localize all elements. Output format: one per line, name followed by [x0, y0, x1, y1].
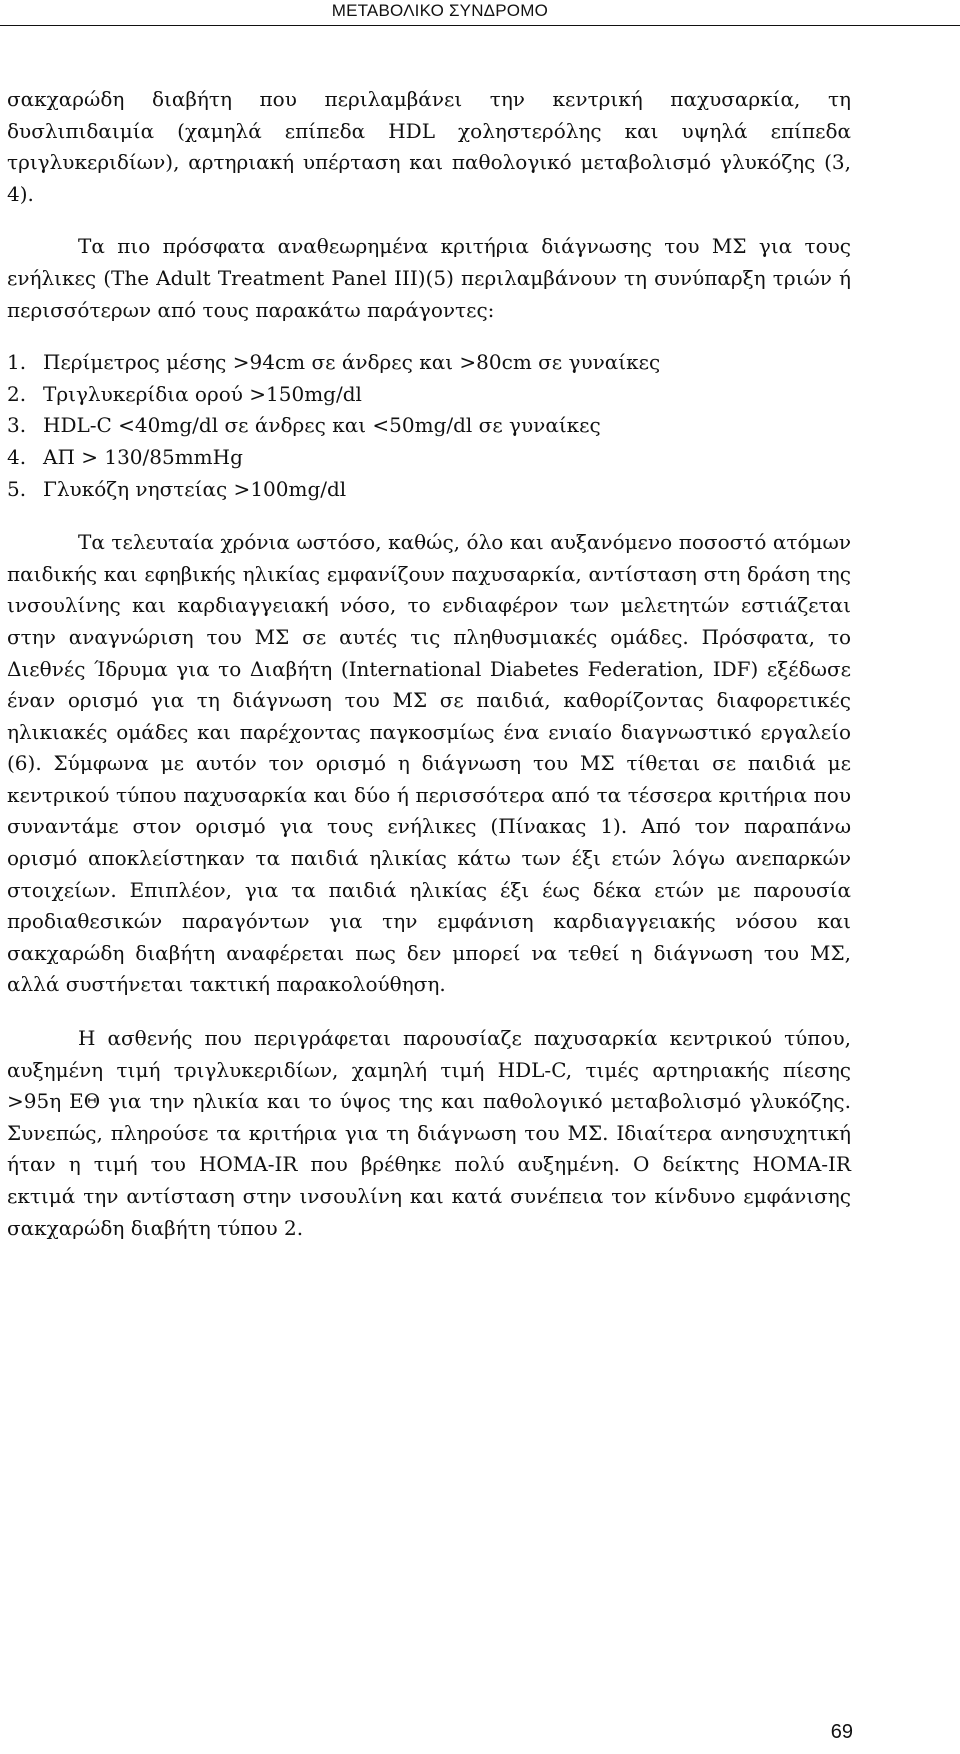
list-item-number: 2.: [7, 381, 27, 406]
page-number: 69: [830, 1721, 853, 1743]
list-item-number: 1.: [7, 350, 27, 375]
list-item-number: 3.: [7, 413, 27, 438]
running-header: ΜΕΤΑΒΟΛΙΚΟ ΣΥΝΔΡΟΜΟ: [331, 1, 548, 20]
list-item-text: ΑΠ > 130/85mmHg: [43, 444, 243, 469]
paragraph-pediatric-definition: Τα τελευταία χρόνια ωστόσο, καθώς, όλο και αυξανόμενο ποσοστό ατόμων παιδικής και εφηβικής ηλικίας εμφανίζουν παχυσαρκία, αντίσταση στη δράση της ινσουλίνης και καρδιαγγειακή νόσο, το ενδιαφέρον των μελετητών εστιάζεται στην αναγνώριση του ΜΣ σε αυτές τις πληθυσμιακές ομάδες. Πρόσφατα, το Διεθνές Ίδρυμα για το Διαβήτη (International Diabetes Federation, IDF) εξέδωσε έναν ορισμό για τη διάγνωση του ΜΣ σε παιδιά, καθορίζοντας διαφορετικές ηλικιακές ομάδες και παρέχοντας παγκοσμίως ένα ενιαίο διαγνωστικό εργαλείο (6). Σύμφωνα με αυτόν τον ορισμό η διάγνωση του ΜΣ τίθεται σε παιδιά με κεντρικού τύπου παχυσαρκία και δύο ή περισσότερα από τα τέσσερα κριτήρια που συναντάμε στον ορισμό για τους ενήλικες (Πίνακας 1). Από τον παραπάνω ορισμό αποκλείστηκαν τα παιδιά ηλικίας κάτω των έξι ετών λόγω ανεπαρκών στοιχείων. Επιπλέον, για τα παιδιά ηλικίας έξι έως δέκα ετών με παρουσία προδιαθεσικών παραγόντων για την εμφάνιση καρδιαγγειακής νόσου και σακχαρώδη διαβήτη αναφέρεται πως δεν μπορεί να τεθεί η διάγνωση του ΜΣ, αλλά συστήνεται τακτική παρακολούθηση.: [7, 530, 851, 997]
list-item-number: 4.: [7, 444, 27, 469]
list-item: [7, 442, 851, 474]
list-item: [7, 474, 851, 506]
list-item-text: Περίμετρος μέσης >94cm σε άνδρες και >80cm σε γυναίκες: [43, 350, 661, 375]
criteria-list: [7, 347, 851, 505]
article-body: [7, 84, 851, 1244]
list-item-text: HDL-C <40mg/dl σε άνδρες και <50mg/dl σε γυναίκες: [43, 413, 601, 438]
list-item-text: Γλυκόζη νηστείας >100mg/dl: [43, 476, 347, 501]
list-item: [7, 347, 851, 379]
paragraph-continued: σακχαρώδη διαβήτη που περιλαμβάνει την κεντρική παχυσαρκία, τη δυσλιπιδαιμία (χαμηλά επίπεδα HDL χοληστερόλης και υψηλά επίπεδα τριγλυκεριδίων), αρτηριακή υπέρταση και παθολογικό μεταβολισμό γλυκόζης (3, 4).: [7, 87, 851, 206]
list-item: [7, 379, 851, 411]
list-item: [7, 410, 851, 442]
list-item-text: Τριγλυκερίδια ορού >150mg/dl: [43, 381, 362, 406]
list-item-number: 5.: [7, 476, 27, 501]
paragraph-patient-case: Η ασθενής που περιγράφεται παρουσίαζε παχυσαρκία κεντρικού τύπου, αυξημένη τιμή τριγλυκεριδίων, χαμηλή τιμή HDL-C, τιμές αρτηριακής πίεσης >95η ΕΘ για την ηλικία και το ύψος της και παθολογικό μεταβολισμό γλυκόζης. Συνεπώς, πληρούσε τα κριτήρια για τη διάγνωση του ΜΣ. Ιδιαίτερα ανησυχητική ήταν η τιμή του HOMA-IR που βρέθηκε πολύ αυξημένη. Ο δείκτης HOMA-IR εκτιμά την αντίσταση στην ινσουλίνη και κατά συνέπεια τον κίνδυνο εμφάνισης σακχαρώδη διαβήτη τύπου 2.: [7, 1026, 851, 1240]
header-rule: [0, 25, 960, 26]
paragraph-criteria-intro: Τα πιο πρόσφατα αναθεωρημένα κριτήρια διάγνωσης του ΜΣ για τους ενήλικες (The Adult Treatment Panel III)(5) περιλαμβάνουν τη συνύπαρξη τριών ή περισσότερων από τους παρακάτω παράγοντες:: [7, 234, 851, 322]
